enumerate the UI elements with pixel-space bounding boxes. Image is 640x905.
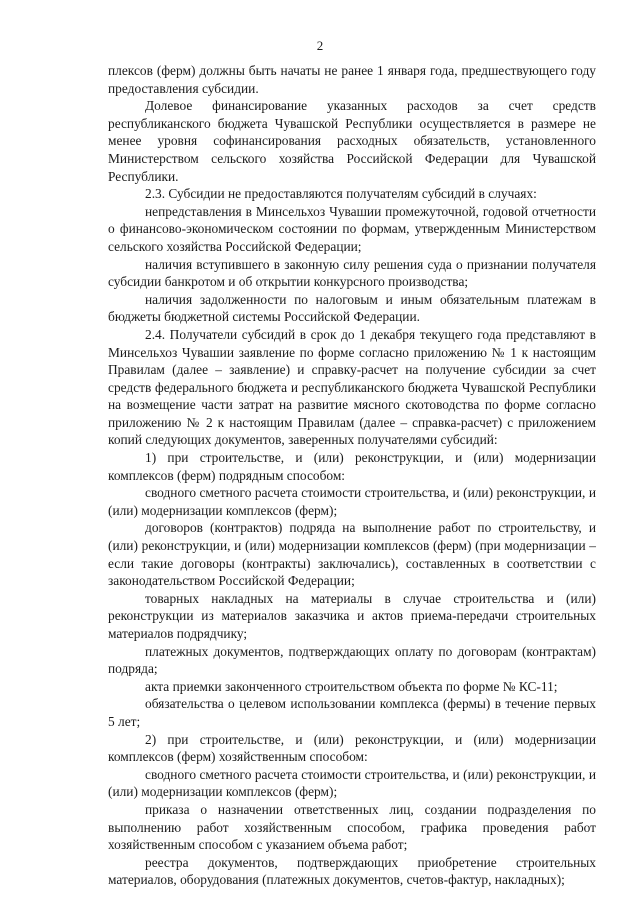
paragraph-list-item: договоров (контрактов) подряда на выполнение работ по строительству, и (или) реконструкции, и (или) модернизации комплексов (ферм) (при модернизации – если такие договоры (контракты) заключались), составленных в соответствии с законодательством Российской Федерации;: [108, 520, 596, 589]
paragraph-list-item: реестра документов, подтверждающих приобретение строительных материалов, оборудования (платежных документов, счетов-фактур, накладных);: [108, 854, 596, 888]
paragraph-subsection-2: 2) при строительстве, и (или) реконструкции, и (или) модернизации комплексов (ферм) хозяйственным способом:: [108, 731, 596, 765]
paragraph-list-item: обязательства о целевом использовании комплекса (фермы) в течение первых 5 лет;: [108, 696, 596, 729]
paragraph-list-item: непредставления в Минсельхоз Чувашии промежуточной, годовой отчетности о финансово-экономическом состоянии по формам, утвержденным Министерством сельского хозяйства Российской Федерации;: [108, 203, 596, 254]
paragraph-list-item: приказа о назначении ответственных лиц, создании подразделения по выполнению работ хозяйственным способом, графика проведения работ хозяйственным способом с указанием объема работ;: [108, 801, 596, 853]
paragraph-2-3-heading: 2.3. Субсидии не предоставляются получателям субсидий в случаях:: [145, 186, 537, 202]
paragraph-cofinancing: Долевое финансирование указанных расходов за счет средств республиканского бюджета Чувашской Республики осуществляется в размере не менее уровня софинансирования расходных обязательств, установленного Министерством сельского хозяйства Российской Федерации для Чувашской Республики.: [108, 98, 596, 184]
page-number: 2: [316, 38, 324, 53]
paragraph-list-item: сводного сметного расчета стоимости строительства, и (или) реконструкции, и (или) модернизации комплексов (ферм);: [108, 766, 596, 800]
paragraph-list-item: наличия задолженности по налоговым и иным обязательным платежам в бюджеты бюджетной системы Российской Федерации.: [108, 291, 596, 325]
document-body: [108, 62, 596, 889]
paragraph-subsection-1: 1) при строительстве, и (или) реконструкции, и (или) модернизации комплексов (ферм) подрядным способом:: [108, 450, 596, 483]
paragraph-list-item: наличия вступившего в законную силу решения суда о признании получателя субсидии банкротом и об открытии конкурсного производства;: [108, 256, 596, 290]
paragraph-list-item: товарных накладных на материалы в случае строительства и (или) реконструкции из материалов заказчика и актов приема-передачи строительных материалов подрядчику;: [108, 590, 596, 641]
paragraph-list-item: платежных документов, подтверждающих оплату по договорам (контрактам) подряда;: [108, 643, 596, 677]
paragraph-2-4: 2.4. Получатели субсидий в срок до 1 декабря текущего года представляют в Минсельхоз Чувашии заявление по форме согласно приложению № 1 к настоящим Правилам (далее – заявление) и справку-расчет на получение субсидии за счет средств федерального бюджета и республиканского бюджета Чувашской Республики на возмещение части затрат на развитие мясного скотоводства по форме согласно приложению № 2 к настоящим Правилам (далее – справка-расчет) с приложением копий следующих документов, заверенных получателями субсидий:: [108, 326, 596, 448]
paragraph-continuation: плексов (ферм) должны быть начаты не ранее 1 января года, предшествующего году предоставления субсидии.: [108, 63, 596, 96]
paragraph-list-item: сводного сметного расчета стоимости строительства, и (или) реконструкции, и (или) модернизации комплексов (ферм);: [108, 485, 596, 518]
paragraph-list-item: акта приемки законченного строительством объекта по форме № КС-11;: [145, 678, 558, 694]
